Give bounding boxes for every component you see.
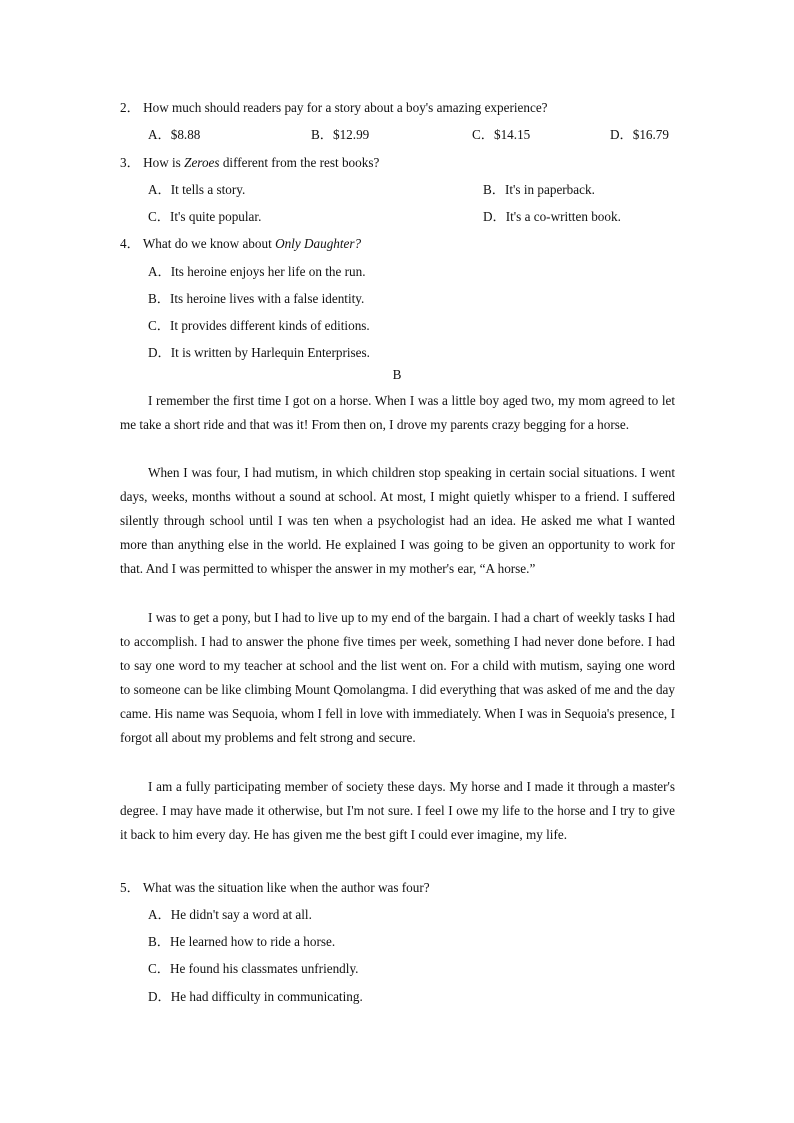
option-text: $12.99 xyxy=(332,127,370,142)
question-text: What was the situation like when the author was four? xyxy=(142,880,430,895)
book-title: Only Daughter? xyxy=(275,236,362,251)
option-2b xyxy=(311,124,369,143)
section-heading-b: B xyxy=(392,367,402,382)
option-2d xyxy=(610,124,669,143)
option-5d xyxy=(148,986,363,1005)
option-text: It is written by Harlequin Enterprises. xyxy=(170,345,370,360)
option-3d xyxy=(483,206,621,225)
question-text-before: How is xyxy=(143,155,185,170)
question-number: 5． xyxy=(120,880,140,895)
option-5c xyxy=(148,958,358,977)
option-text: He found his classmates unfriendly. xyxy=(169,961,359,976)
question-5 xyxy=(120,877,680,896)
option-letter: B． xyxy=(311,127,333,142)
option-text: It's quite popular. xyxy=(169,209,262,224)
question-text-after: different from the rest books? xyxy=(219,155,380,170)
option-letter: D． xyxy=(148,989,171,1004)
question-text-before: What do we know about xyxy=(142,236,276,251)
option-3c xyxy=(148,206,261,225)
option-text: It's a co-written book. xyxy=(505,209,621,224)
option-letter: D． xyxy=(483,209,506,224)
option-text: Its heroine lives with a false identity. xyxy=(169,291,365,306)
question-number: 3． xyxy=(120,155,140,170)
option-text: $16.79 xyxy=(632,127,669,142)
question-4 xyxy=(120,233,680,252)
option-letter: A． xyxy=(148,182,171,197)
option-text: It provides different kinds of editions. xyxy=(169,318,370,333)
question-text: How much should readers pay for a story about a boy's amazing experience? xyxy=(143,100,548,115)
option-3a xyxy=(148,179,245,198)
book-title: Zeroes xyxy=(184,155,220,170)
option-text: $8.88 xyxy=(170,127,201,142)
option-letter: C． xyxy=(472,127,494,142)
option-letter: A． xyxy=(148,264,171,279)
option-letter: C． xyxy=(148,961,170,976)
option-text: He had difficulty in communicating. xyxy=(170,989,363,1004)
option-2a xyxy=(148,124,200,143)
option-letter: B． xyxy=(148,291,170,306)
option-letter: B． xyxy=(148,934,170,949)
passage-paragraph-1: I remember the first time I got on a horse. When I was a little boy aged two, my mom agreed to let me take a short ride and that was it! From then on, I drove my parents crazy begging for a horse. xyxy=(120,393,675,433)
option-4d xyxy=(148,342,370,361)
option-letter: B． xyxy=(483,182,505,197)
option-text: He didn't say a word at all. xyxy=(170,907,312,922)
option-5a xyxy=(148,904,312,923)
option-4c xyxy=(148,315,370,334)
option-text: It's in paperback. xyxy=(504,182,595,197)
question-number: 2． xyxy=(120,100,140,115)
option-letter: A． xyxy=(148,127,171,142)
option-4a xyxy=(148,261,366,280)
option-text: He learned how to ride a horse. xyxy=(169,934,336,949)
option-text: It tells a story. xyxy=(170,182,246,197)
question-3 xyxy=(120,152,680,171)
option-letter: C． xyxy=(148,318,170,333)
option-2c xyxy=(472,124,530,143)
passage-paragraph-4: I am a fully participating member of society these days. My horse and I made it through a master's degree. I may have made it otherwise, but I'm not sure. I feel I owe my life to the horse and I try to give it back to him every day. He has given me the best gift I could ever imagine, my life. xyxy=(120,779,675,843)
passage-paragraph-3: I was to get a pony, but I had to live up to my end of the bargain. I had a chart of weekly tasks I had to accomplish. I had to answer the phone five times per week, something I had never done before. I had to say one word to my teacher at school and the list went on. For a child with mutism, saying one word to someone can be like climbing Mount Qomolangma. I did everything that was asked of me and the day came. His name was Sequoia, whom I fell in love with immediately. When I was in Sequoia's presence, I forgot all about my problems and felt strong and secure. xyxy=(120,610,675,746)
question-number: 4． xyxy=(120,236,140,251)
option-letter: D． xyxy=(148,345,171,360)
question-2 xyxy=(120,97,680,116)
option-4b xyxy=(148,288,364,307)
passage-paragraph-2: When I was four, I had mutism, in which children stop speaking in certain social situations. I went days, weeks, months without a sound at school. At most, I might quietly whisper to a friend. I suffered silently through school until I was ten when a psychologist had an idea. He asked me what I wanted more than anything else in the world. He explained I was going to be given an opportunity to work for that. And I was permitted to whisper the answer in my mother's ear, “A horse.” xyxy=(120,465,675,577)
option-3b xyxy=(483,179,595,198)
option-5b xyxy=(148,931,335,950)
option-letter: C． xyxy=(148,209,170,224)
option-letter: A． xyxy=(148,907,171,922)
option-text: $14.15 xyxy=(493,127,531,142)
option-letter: D． xyxy=(610,127,633,142)
option-text: Its heroine enjoys her life on the run. xyxy=(170,264,366,279)
